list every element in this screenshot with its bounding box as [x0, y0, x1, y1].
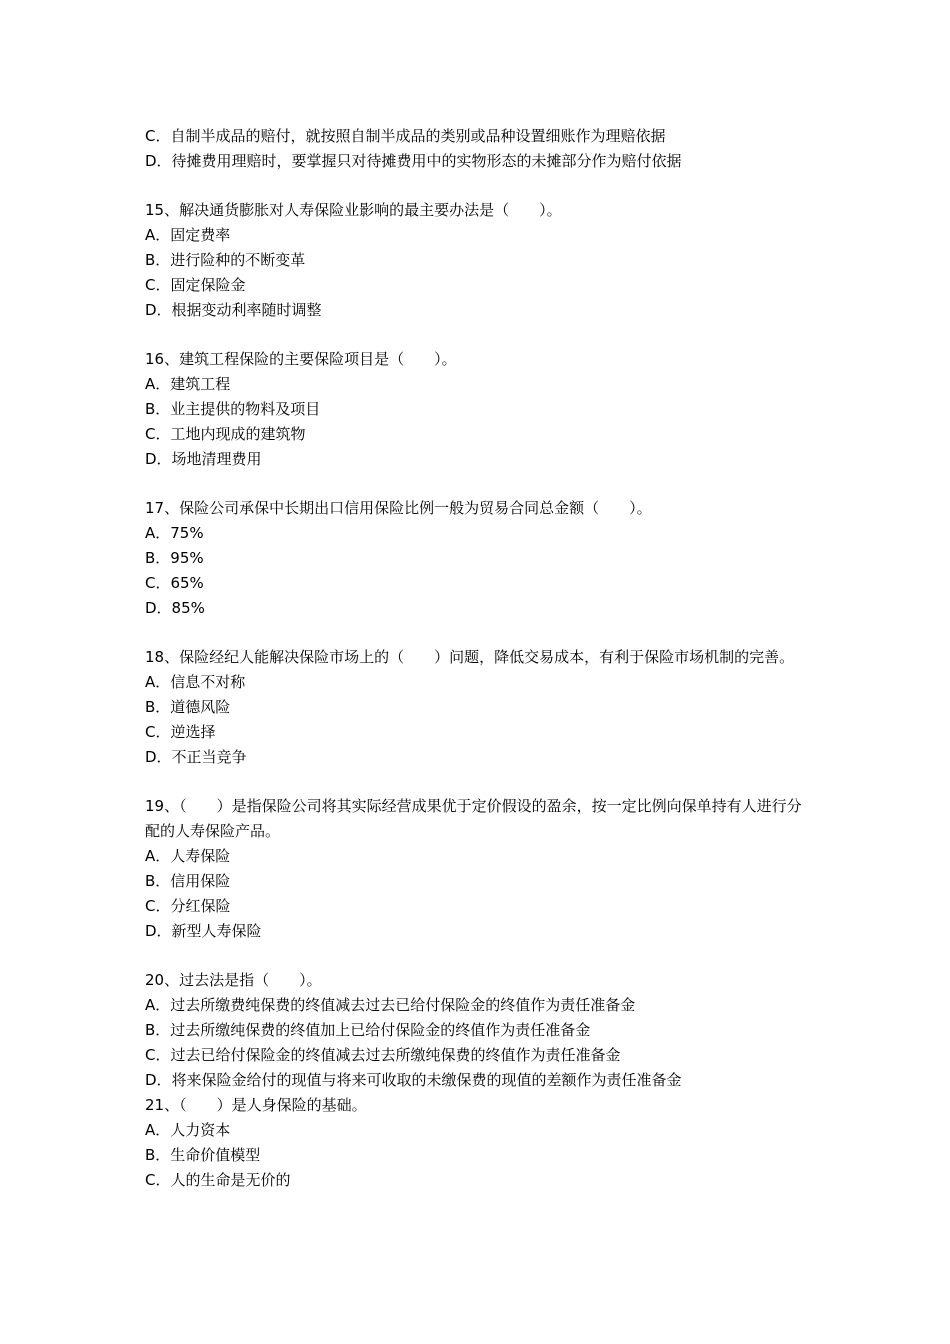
question-18: [145, 645, 810, 770]
question-stem: 19、（ ）是指保险公司将其实际经营成果优于定价假设的盈余，按一定比例向保单持有人进行分配的人寿保险产品。: [145, 797, 802, 840]
option-line: C．65%: [145, 574, 204, 592]
option-line: B．95%: [145, 549, 204, 567]
option-line: C．固定保险金: [145, 276, 246, 294]
question-19: [145, 794, 810, 944]
option-line: B．进行险种的不断变革: [145, 251, 306, 269]
option-line: D．待摊费用理赔时，要掌握只对待摊费用中的实物形态的未摊部分作为赔付依据: [145, 152, 682, 170]
option-line: C．逆选择: [145, 723, 216, 741]
question-21: [145, 1093, 810, 1193]
option-line: D．新型人寿保险: [145, 922, 262, 940]
question-stem: 15、解决通货膨胀对人寿保险业影响的最主要办法是（ ）。: [145, 201, 562, 219]
option-line: B．信用保险: [145, 872, 231, 890]
lead-options: [145, 124, 810, 174]
option-line: D．将来保险金给付的现值与将来可收取的未缴保费的现值的差额作为责任准备金: [145, 1071, 682, 1089]
option-line: B．过去所缴纯保费的终值加上已给付保险金的终值作为责任准备金: [145, 1021, 591, 1039]
option-line: C．过去已给付保险金的终值减去过去所缴纯保费的终值作为责任准备金: [145, 1046, 621, 1064]
question-16: [145, 347, 810, 472]
option-line: B．生命价值模型: [145, 1146, 261, 1164]
option-line: D．85%: [145, 599, 205, 617]
option-line: A．固定费率: [145, 226, 231, 244]
question-17: [145, 496, 810, 621]
option-line: D．场地清理费用: [145, 450, 262, 468]
option-line: C．分红保险: [145, 897, 231, 915]
question-stem: 21、（ ）是人身保险的基础。: [145, 1096, 367, 1114]
question-15: [145, 198, 810, 323]
question-stem: 20、过去法是指（ ）。: [145, 971, 322, 989]
option-line: A．建筑工程: [145, 375, 231, 393]
document-page: [145, 124, 810, 1193]
option-line: C．人的生命是无价的: [145, 1171, 291, 1189]
option-line: A．人寿保险: [145, 847, 231, 865]
option-line: C．工地内现成的建筑物: [145, 425, 306, 443]
option-line: C．自制半成品的赔付，就按照自制半成品的类别或品种设置细账作为理赔依据: [145, 127, 666, 145]
option-line: A．人力资本: [145, 1121, 231, 1139]
option-line: A．过去所缴费纯保费的终值减去过去已给付保险金的终值作为责任准备金: [145, 996, 636, 1014]
question-20: [145, 968, 810, 1093]
option-line: A．信息不对称: [145, 673, 246, 691]
option-line: A．75%: [145, 524, 204, 542]
question-stem: 18、保险经纪人能解决保险市场上的（ ）问题，降低交易成本，有利于保险市场机制的完善。: [145, 648, 795, 666]
question-stem: 16、建筑工程保险的主要保险项目是（ ）。: [145, 350, 457, 368]
option-line: B．道德风险: [145, 698, 231, 716]
question-stem: 17、保险公司承保中长期出口信用保险比例一般为贸易合同总金额（ ）。: [145, 499, 652, 517]
option-line: D．不正当竞争: [145, 748, 247, 766]
option-line: D．根据变动利率随时调整: [145, 301, 322, 319]
option-line: B．业主提供的物料及项目: [145, 400, 321, 418]
